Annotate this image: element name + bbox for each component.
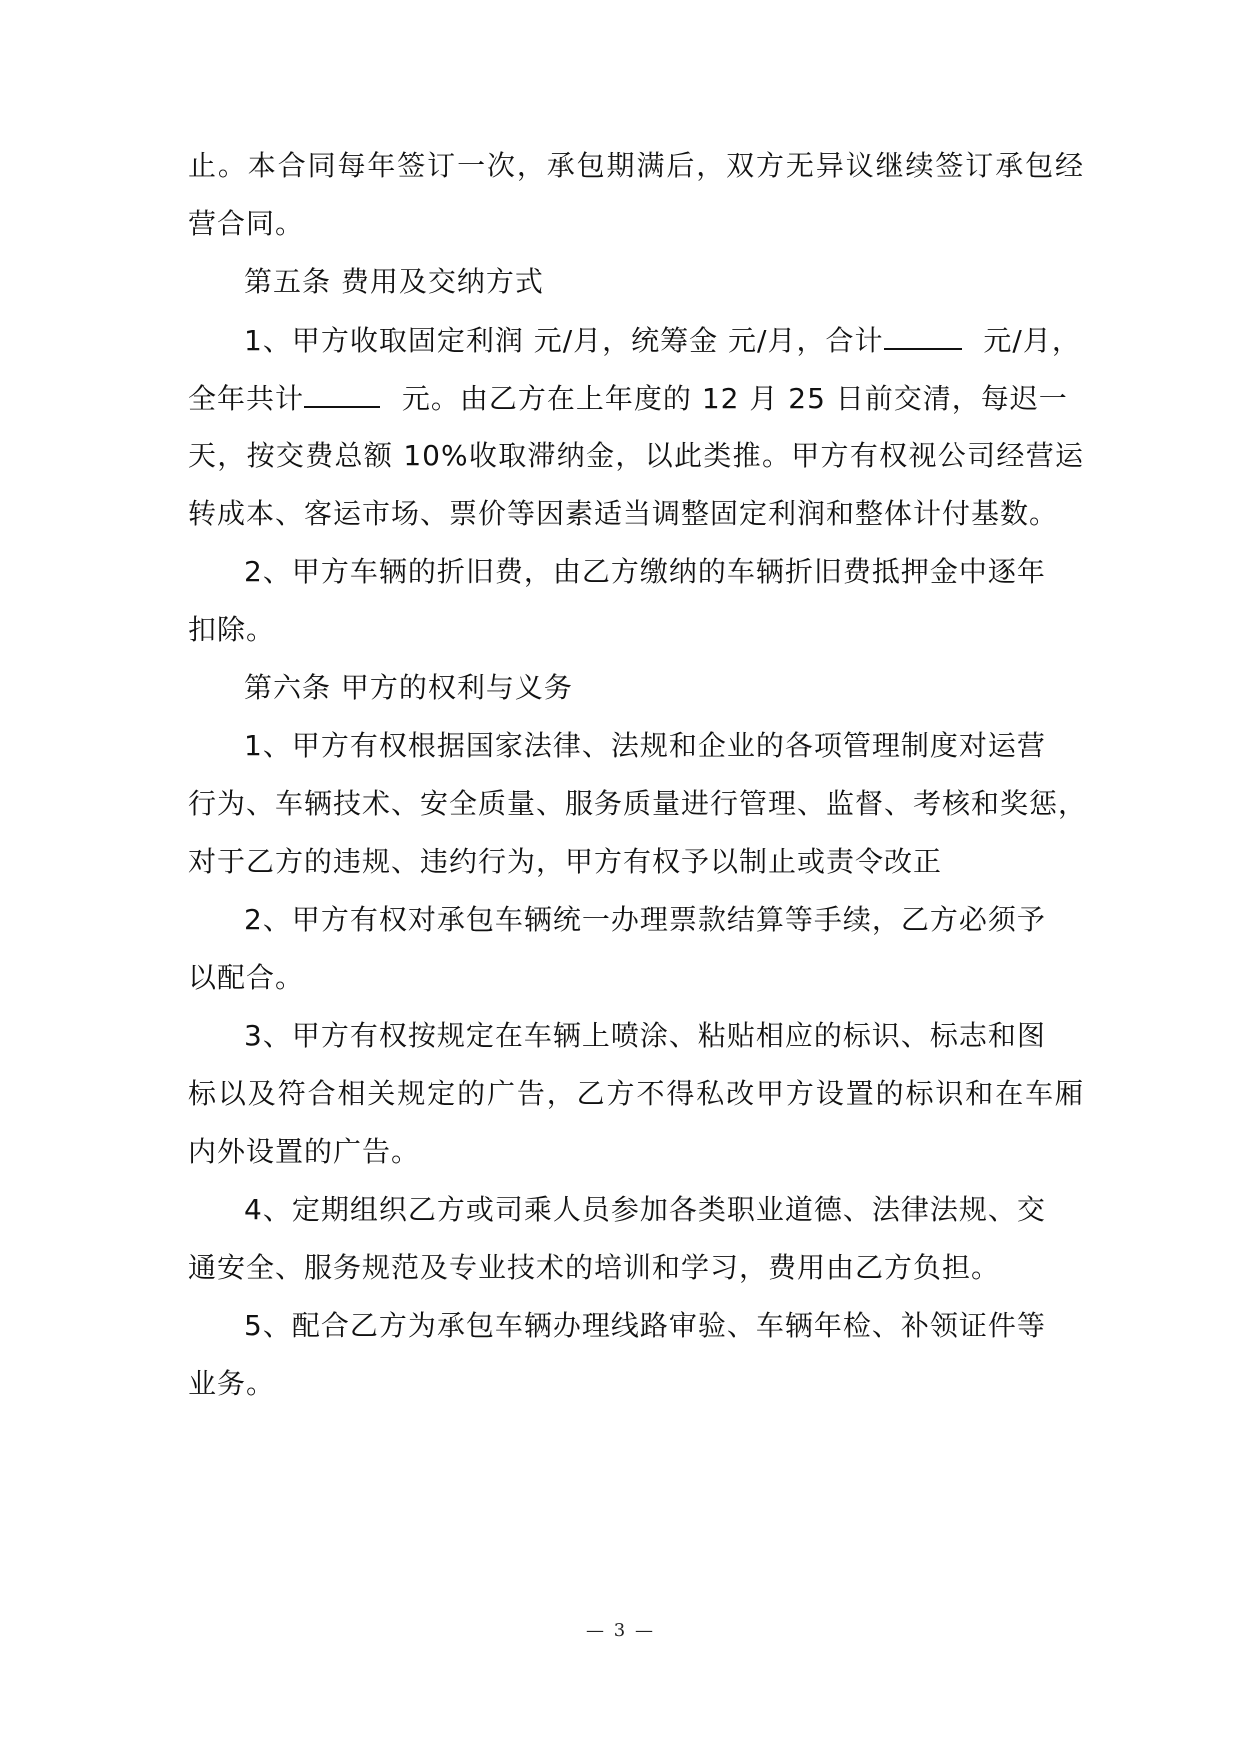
text-line: 业务。 [188,1367,276,1400]
text-segment: 元/月， [983,324,1081,357]
text-line: 4、定期组织乙方或司乘人员参加各类职业道德、法律法规、交 [244,1193,1046,1226]
text-segment: 全年共计 [188,382,305,415]
text-line: 止。本合同每年签订一次，承包期满后，双方无异议继续签订承包经 [188,149,1084,182]
text-line: 行为、车辆技术、安全质量、服务质量进行管理、监督、考核和奖惩， [188,787,1088,820]
text-line: 天，按交费总额 10%收取滞纳金，以此类推。甲方有权视公司经营运 [188,439,1084,472]
page-number: — 3 — [586,1620,655,1641]
fill-in-blank [884,320,962,350]
text-line: 1、甲方有权根据国家法律、法规和企业的各项管理制度对运营 [244,729,1046,762]
text-line: 扣除。 [188,613,276,646]
text-line: 2、甲方有权对承包车辆统一办理票款结算等手续，乙方必须予 [244,903,1046,936]
text-line: 以配合。 [188,961,305,994]
text-line: 对于乙方的违规、违约行为，甲方有权予以制止或责令改正 [188,845,943,878]
text-segment: 元。由乙方在上年度的 12 月 25 日前交清，每迟一 [401,382,1068,415]
text-line [188,378,1068,419]
text-line: 3、甲方有权按规定在车辆上喷涂、粘贴相应的标识、标志和图 [244,1019,1046,1052]
text-line: 标以及符合相关规定的广告，乙方不得私改甲方设置的标识和在车厢 [188,1077,1084,1110]
section-heading: 第五条 费用及交纳方式 [244,265,544,298]
section-heading: 第六条 甲方的权利与义务 [244,671,573,704]
text-line: 2、甲方车辆的折旧费，由乙方缴纳的车辆折旧费抵押金中逐年 [244,555,1046,588]
text-line: 内外设置的广告。 [188,1135,421,1168]
text-line: 通安全、服务规范及专业技术的培训和学习，费用由乙方负担。 [188,1251,1001,1284]
text-line [244,320,1081,361]
text-line: 转成本、客运市场、票价等因素适当调整固定利润和整体计付基数。 [188,497,1059,530]
fill-in-blank [304,378,380,408]
text-line: 营合同。 [188,207,305,240]
text-segment: 1、甲方收取固定利润 元/月，统筹金 元/月，合计 [244,324,884,357]
text-line: 5、配合乙方为承包车辆办理线路审验、车辆年检、补领证件等 [244,1309,1046,1342]
